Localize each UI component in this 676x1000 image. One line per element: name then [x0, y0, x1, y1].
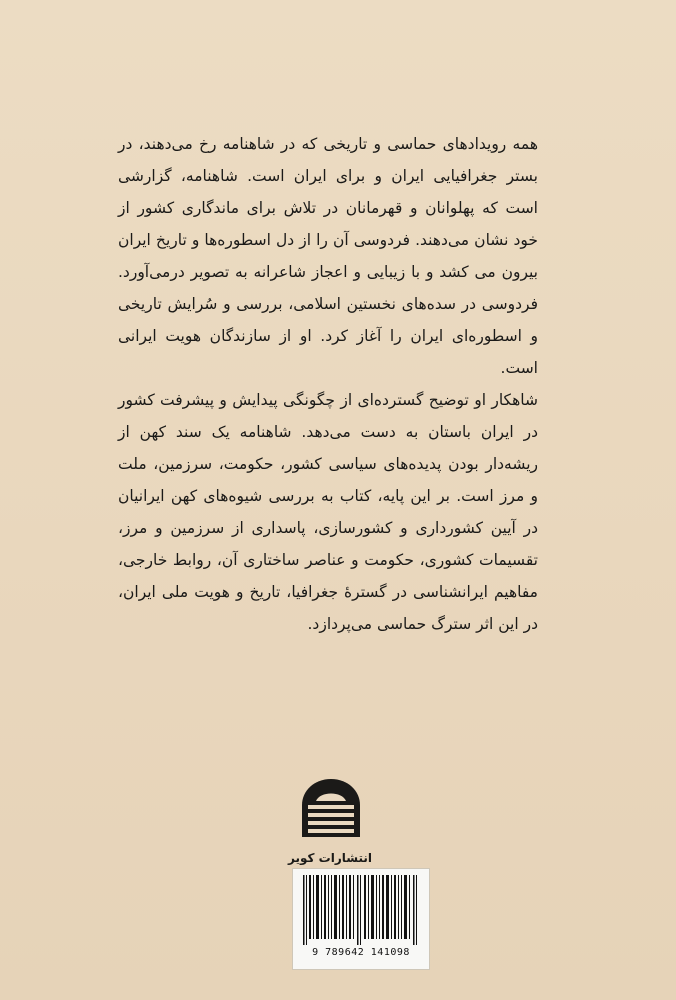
barcode-bars: [303, 875, 419, 945]
blurb-paragraph-2: شاهکار او توضیح گسترده‌ای از چگونگی پیدایش و پیشرفت کشور در ایران باستان به دست می‌دهد. شاهنامه یک سند کهن از ریشه‌دار بودن پدیده‌های سیاسی کشور، حکومت، سرزمین، ملت و مرز است. بر این پایه، کتاب به بررسی شیوه‌های کهن ایرانیان در آیین کشورداری و کشورسازی، پاسداری از سرزمین و مرز، تقسیمات کشوری، حکومت و عناصر ساختاری آن، روابط خارجی، مفاهیم ایرانشناسی در گسترهٔ جغرافیا، تاریخ و هویت ملی ایران، در این اثر سترگ حماسی می‌پردازد.: [118, 391, 538, 633]
blurb-paragraph-1: همه رویدادهای حماسی و تاریخی که در شاهنامه رخ می‌دهند، در بستر جغرافیایی ایران و برای ایران است. شاهنامه، گزارشی است که پهلوانان و قهرمانان در تلاش برای ماندگاری کشور از خود نشان می‌دهند. فردوسی آن را از دل اسطوره‌ها و تاریخ ایران بیرون می کشد و با زیبایی و اعجاز شاعرانه به تصویر درمی‌آورد. فردوسی در سده‌های نخستین اسلامی، بررسی و سُرایش تاریخی و اسطوره‌ای ایران را آغاز کرد. او از سازندگان هویت ایرانی است.: [118, 135, 538, 377]
isbn-number: 9 789642 141098: [312, 947, 410, 958]
publisher-logo-icon: [296, 775, 366, 855]
isbn-barcode: [292, 868, 430, 970]
publisher-name: انتشارات کویر: [288, 851, 372, 865]
blurb-text: [118, 128, 538, 640]
